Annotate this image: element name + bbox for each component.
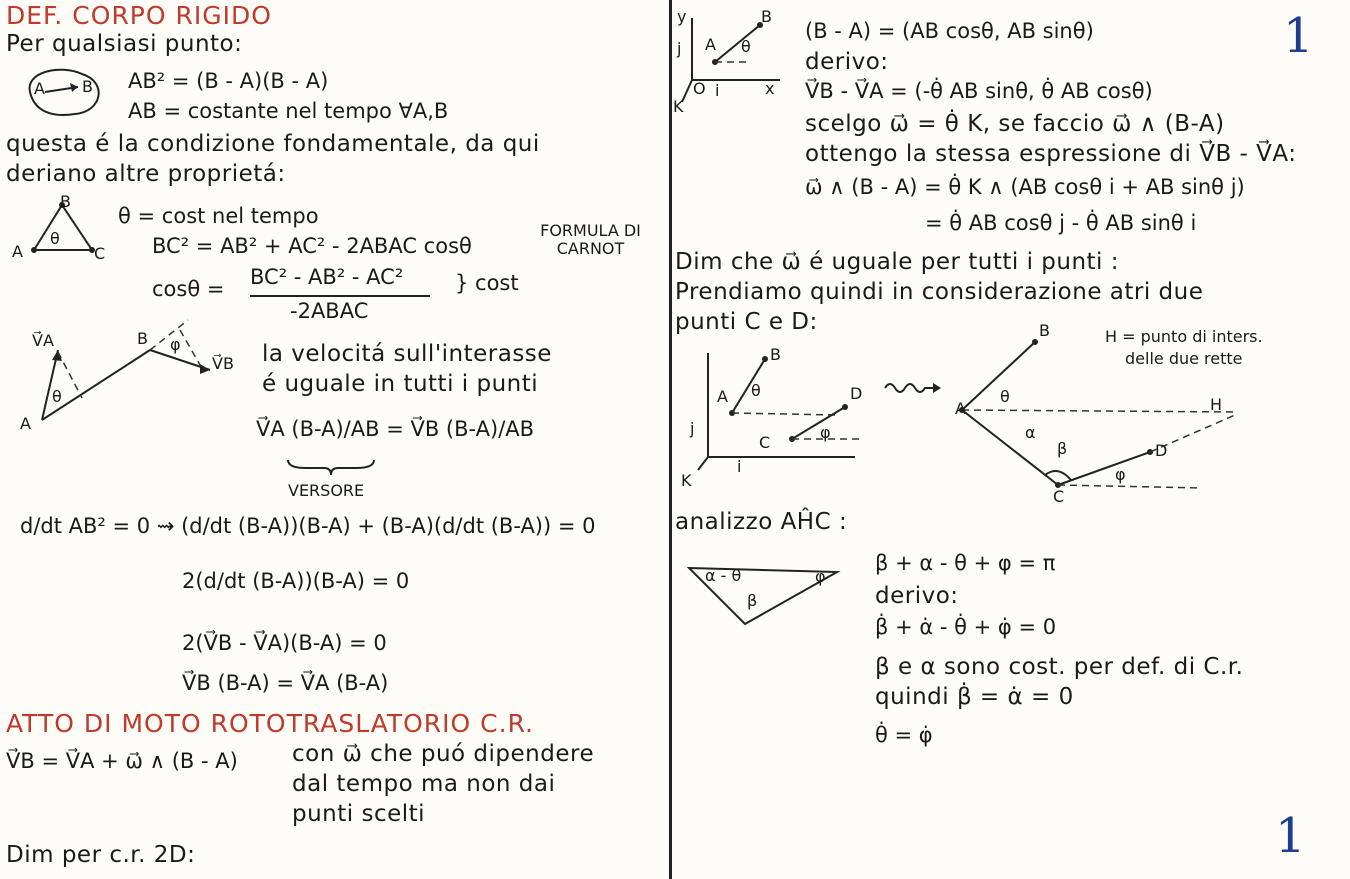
diagram3-phi: φ	[1115, 465, 1126, 484]
equation: (B - A) = (AB cosθ, AB sinθ)	[805, 19, 1094, 43]
equation: V⃗B - V⃗A = (-θ̇ AB sinθ, θ̇ AB cosθ)	[805, 79, 1153, 103]
axis-label-i: i	[715, 81, 720, 100]
carnot-note: FORMULA DI CARNOT	[540, 221, 641, 258]
diagram3-alpha: α	[1025, 423, 1036, 442]
diagram-label-j: j	[690, 419, 695, 438]
equation: d/dt AB² = 0 ⇝ (d/dt (B-A))(B-A) + (B-A)(d/dt (B-A)) = 0	[20, 514, 596, 538]
diagram3-label-d: D	[1155, 441, 1168, 460]
equation: ω⃗ ∧ (B - A) = θ̇ K ∧ (AB cosθ i + AB sinθ j)	[805, 175, 1245, 199]
intersection-diagram	[950, 320, 1250, 500]
diagram3-theta: θ	[1000, 387, 1010, 406]
diagram3-label-c: C	[1053, 487, 1065, 506]
equation: 2(V⃗B - V⃗A)(B-A) = 0	[182, 631, 387, 655]
page-number-bottom: 1	[1275, 808, 1306, 864]
axis-label-x: x	[765, 79, 775, 98]
equation: β̇ + α̇ - θ̇ + φ̇ = 0	[875, 615, 1057, 639]
axis-label-k: K	[673, 97, 684, 116]
diagram3-beta: β	[1057, 439, 1068, 458]
equation: cosθ =	[152, 277, 225, 301]
text-line: la velocitá sull'interasse	[262, 341, 552, 367]
text-line: Dim che ω⃗ é uguale per tutti i punti :	[675, 249, 1120, 275]
fraction-numerator: BC² - AB² - AC²	[250, 265, 404, 289]
equation: V⃗B = V⃗A + ω⃗ ∧ (B - A)	[6, 749, 238, 773]
fraction-denominator: -2ABAC	[290, 299, 369, 323]
squiggle-arrow	[883, 378, 943, 398]
text-line: derivo:	[805, 49, 889, 75]
diagram-label-d: D	[850, 384, 863, 403]
velocity-label-a: A	[20, 414, 31, 433]
text-line: ottengo la stessa espressione di V⃗B - V⃗A:	[805, 141, 1297, 167]
axis-theta: θ	[741, 37, 751, 56]
points-abcd-diagram	[690, 345, 880, 485]
triangle-theta: θ	[50, 229, 60, 248]
right-column	[675, 0, 1350, 879]
triangle2-phi: φ	[815, 567, 826, 586]
equation: β + α - θ + φ = π	[875, 551, 1056, 575]
left-column	[0, 0, 668, 879]
column-divider	[669, 0, 672, 879]
axis-point-b: B	[761, 7, 772, 26]
page-number-top: 1	[1283, 8, 1314, 64]
velocity-label-b: B	[137, 329, 148, 348]
velocity-label-vb: V⃗B	[212, 354, 234, 373]
text-line: β e α sono cost. per def. di C.r.	[875, 654, 1244, 680]
triangle-label-a: A	[12, 242, 23, 261]
velocity-diagram	[20, 320, 250, 430]
section-title-rigid-body: DEF. CORPO RIGIDO	[6, 1, 272, 30]
fraction-bar	[250, 295, 430, 297]
velocity-theta: θ	[52, 387, 62, 406]
h-note: H = punto di inters.	[1105, 327, 1263, 346]
axis-label-o: O	[693, 79, 706, 98]
equation: AB² = (B - A)(B - A)	[128, 69, 329, 93]
triangle-label-b: B	[60, 192, 71, 211]
equation: } cost	[455, 271, 519, 295]
text-line: con ω⃗ che puó dipendere	[292, 741, 595, 767]
versore-label: VERSORE	[288, 481, 365, 500]
equation: V⃗B (B-A) = V⃗A (B-A)	[182, 671, 389, 695]
equation: V⃗A (B-A)/AB = V⃗B (B-A)/AB	[256, 417, 535, 441]
text-line: Prendiamo quindi in considerazione atri due	[675, 279, 1204, 305]
diagram3-label-a: A	[955, 399, 966, 418]
diagram-label-i: i	[737, 457, 742, 476]
diagram-label-c: C	[759, 433, 771, 452]
equation: AB = costante nel tempo ∀A,B	[128, 99, 449, 123]
text-line: Per qualsiasi punto:	[6, 31, 243, 57]
equation: θ̇ = φ̇	[875, 723, 933, 747]
text-line: scelgo ω⃗ = θ̇ K, se faccio ω⃗ ∧ (B-A)	[805, 111, 1225, 137]
text-line: deriano altre proprietá:	[6, 161, 286, 187]
diagram3-label-h: H	[1210, 395, 1223, 414]
triangle-label-c: C	[94, 244, 106, 263]
h-note: delle due rette	[1125, 349, 1243, 368]
equation: BC² = AB² + AC² - 2ABAC cosθ	[152, 234, 472, 258]
text-line: quindi β̇ = α̇ = 0	[875, 684, 1074, 710]
equation: = θ̇ AB cosθ j - θ̇ AB sinθ i	[925, 211, 1197, 235]
text-line: é uguale in tutti i punti	[262, 371, 539, 397]
blob-label-a: A	[34, 79, 45, 98]
text-line: derivo:	[875, 583, 959, 609]
blob-label-b: B	[82, 77, 93, 96]
diagram-label-k: K	[681, 471, 692, 490]
axis-label-j: j	[677, 39, 682, 58]
axis-label-y: y	[677, 7, 687, 26]
equation: 2(d/dt (B-A))(B-A) = 0	[182, 569, 410, 593]
diagram-theta: θ	[751, 381, 761, 400]
text-line: dal tempo ma non dai	[292, 771, 556, 797]
velocity-label-va: V⃗A	[32, 331, 54, 350]
text-line: Dim per c.r. 2D:	[6, 842, 196, 868]
text-line: punti scelti	[292, 801, 426, 827]
triangle2-top-angle: α - θ	[705, 566, 742, 585]
underbrace	[286, 458, 376, 476]
velocity-phi: φ	[170, 335, 181, 354]
diagram3-label-b: B	[1039, 321, 1050, 340]
axis-point-a: A	[705, 35, 716, 54]
text-line: punti C e D:	[675, 309, 818, 335]
text-line: questa é la condizione fondamentale, da qui	[6, 131, 540, 157]
equation: θ = cost nel tempo	[118, 204, 319, 228]
diagram-label-b: B	[770, 345, 781, 364]
text-line: analizzo AĤC :	[675, 509, 848, 535]
section-title-rototranslation: ATTO DI MOTO ROTOTRASLATORIO C.R.	[6, 709, 535, 738]
diagram-phi: φ	[820, 423, 831, 442]
diagram-label-a: A	[717, 387, 728, 406]
triangle2-beta: β	[747, 591, 758, 610]
